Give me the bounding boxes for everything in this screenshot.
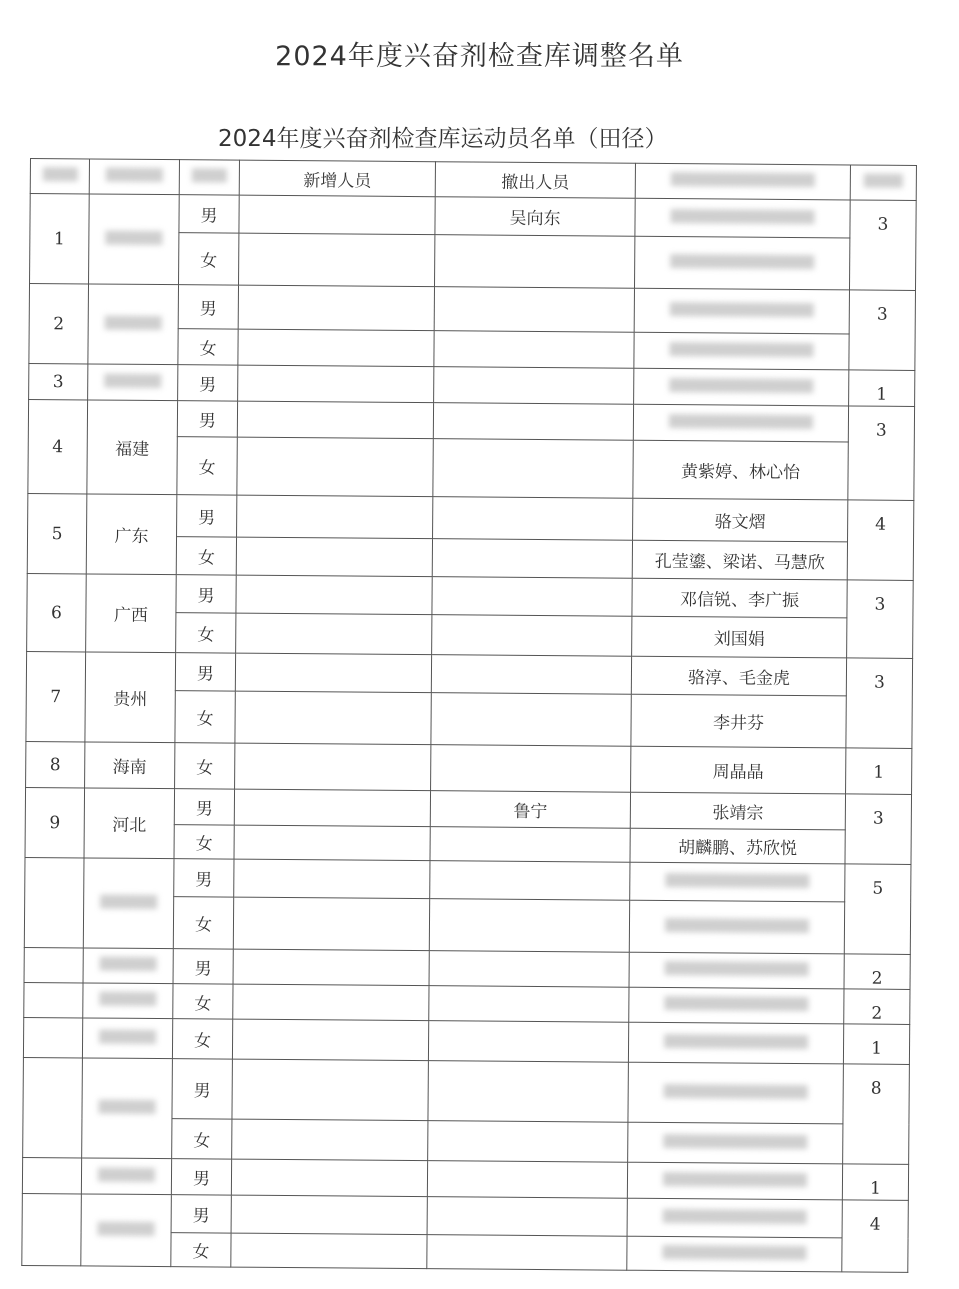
row-number-cell xyxy=(23,1017,82,1057)
redacted-block xyxy=(665,873,809,888)
added-cell xyxy=(239,195,435,235)
gender-cell: 男 xyxy=(178,365,238,401)
added-cell xyxy=(231,1159,427,1197)
added-cell xyxy=(232,1059,428,1121)
athletes-cell xyxy=(629,952,844,989)
row-number-cell: 2 xyxy=(29,284,89,364)
redacted-block xyxy=(98,1167,155,1181)
added-cell xyxy=(238,329,434,367)
table-row xyxy=(23,1017,909,1064)
gender-cell: 男 xyxy=(177,401,237,437)
header-no-redacted xyxy=(30,159,89,194)
athletes-cell xyxy=(634,368,849,406)
athlete-count-cell: 1 xyxy=(849,370,915,407)
added-cell xyxy=(233,984,429,1021)
removed-cell xyxy=(431,693,631,747)
added-cell xyxy=(236,537,432,577)
redacted-block xyxy=(663,1134,807,1149)
added-cell xyxy=(237,437,433,497)
athletes-cell: 黄紫婷、林心怡 xyxy=(633,440,848,500)
region-cell xyxy=(81,1158,171,1195)
added-cell xyxy=(236,613,432,655)
region-cell xyxy=(88,284,179,365)
athlete-count-cell: 3 xyxy=(849,200,916,291)
redacted-block xyxy=(670,254,814,269)
athletes-cell: 胡麟鹏、苏欣悦 xyxy=(630,828,845,864)
removed-cell xyxy=(427,1235,627,1271)
gender-cell: 男 xyxy=(177,495,237,537)
table-row xyxy=(28,493,914,542)
athlete-count-cell: 1 xyxy=(842,1164,908,1201)
removed-cell xyxy=(434,287,634,333)
row-number-cell xyxy=(22,1193,82,1265)
gender-cell: 男 xyxy=(175,653,235,691)
redacted-block xyxy=(665,961,809,976)
table-row xyxy=(27,573,913,618)
region-cell xyxy=(82,1018,172,1059)
removed-cell: 鲁宁 xyxy=(430,791,630,829)
redacted-block xyxy=(669,378,813,393)
table-row xyxy=(25,857,911,902)
redacted-block xyxy=(105,230,162,244)
athlete-count-cell: 1 xyxy=(846,748,912,795)
row-number-cell xyxy=(22,1157,81,1193)
athlete-count-cell: 3 xyxy=(847,580,914,659)
athletes-cell: 骆淳、毛金虎 xyxy=(631,656,846,696)
added-cell xyxy=(233,897,429,951)
document-subtitle: 2024年度兴奋剂检查库运动员名单（田径） xyxy=(218,126,668,152)
region-cell: 福建 xyxy=(87,400,178,495)
added-cell xyxy=(234,825,430,861)
row-number-cell: 8 xyxy=(26,741,85,787)
athletes-cell: 李井芬 xyxy=(631,694,846,748)
header-count-redacted xyxy=(850,165,916,201)
redacted-block xyxy=(663,1209,807,1224)
athletes-cell xyxy=(633,404,848,442)
athletes-cell xyxy=(627,1162,842,1200)
row-number-cell: 6 xyxy=(27,573,87,651)
gender-cell: 女 xyxy=(175,743,235,789)
removed-cell xyxy=(431,655,631,695)
document-title: 2024年度兴奋剂检查库调整名单 xyxy=(275,41,684,72)
removed-cell xyxy=(433,403,633,441)
gender-cell: 女 xyxy=(172,1019,232,1059)
athletes-cell: 骆文熠 xyxy=(633,498,848,542)
added-cell xyxy=(238,365,434,403)
row-number-cell: 3 xyxy=(29,363,88,399)
added-cell xyxy=(237,401,433,439)
athlete-count-cell: 3 xyxy=(848,406,915,501)
removed-cell xyxy=(428,1061,628,1123)
removed-cell xyxy=(427,1161,627,1199)
added-cell xyxy=(235,653,431,693)
redacted-block xyxy=(662,1245,806,1260)
row-number-cell: 5 xyxy=(27,493,87,573)
gender-cell: 男 xyxy=(172,1059,232,1119)
table-body xyxy=(22,194,916,1273)
redacted-block xyxy=(663,1172,807,1187)
athletes-cell xyxy=(628,1062,843,1124)
redacted-block xyxy=(104,373,161,387)
athlete-roster-table xyxy=(21,158,917,1273)
athletes-cell xyxy=(629,900,844,954)
region-cell xyxy=(88,364,178,401)
gender-cell: 女 xyxy=(172,1119,232,1159)
header-athletes-redacted xyxy=(635,163,850,200)
redacted-block xyxy=(100,957,157,971)
region-cell xyxy=(89,194,180,285)
row-number-cell: 4 xyxy=(28,399,88,493)
removed-cell xyxy=(435,235,635,289)
header-added: 新增人员 xyxy=(239,160,435,197)
removed-cell xyxy=(429,899,629,953)
header-gender-redacted xyxy=(179,160,239,195)
added-cell xyxy=(238,285,434,331)
athlete-count-cell: 8 xyxy=(843,1064,910,1165)
redacted-block xyxy=(98,1221,155,1235)
header-removed: 撤出人员 xyxy=(435,162,635,199)
removed-cell xyxy=(432,539,632,579)
removed-cell xyxy=(430,827,630,863)
athlete-count-cell: 2 xyxy=(844,954,910,990)
table-row xyxy=(28,399,914,442)
region-cell xyxy=(83,858,174,949)
region-cell xyxy=(82,1058,173,1159)
removed-cell xyxy=(427,1197,627,1237)
gender-cell: 男 xyxy=(171,1159,231,1195)
region-cell: 贵州 xyxy=(85,652,176,743)
gender-cell: 女 xyxy=(179,233,239,285)
athlete-count-cell: 4 xyxy=(842,1200,909,1273)
added-cell xyxy=(235,691,431,745)
removed-cell xyxy=(434,367,634,405)
athletes-cell xyxy=(629,987,844,1024)
added-cell xyxy=(231,1233,427,1269)
gender-cell: 男 xyxy=(174,789,234,825)
athletes-cell: 邓信锐、李广振 xyxy=(632,578,847,618)
redacted-block xyxy=(664,996,808,1011)
table-row xyxy=(25,787,911,830)
added-cell xyxy=(235,743,431,791)
removed-cell xyxy=(434,331,634,369)
redacted-block xyxy=(669,414,813,429)
athletes-cell xyxy=(635,198,850,238)
added-cell xyxy=(232,1019,428,1061)
removed-cell xyxy=(433,497,633,541)
redacted-block xyxy=(664,1034,808,1049)
athlete-count-cell: 3 xyxy=(845,794,912,865)
redacted-block xyxy=(105,315,162,329)
region-cell xyxy=(83,983,173,1019)
region-cell: 广东 xyxy=(86,494,177,575)
added-cell xyxy=(239,233,435,287)
removed-cell xyxy=(431,745,631,793)
redacted-block xyxy=(669,342,813,357)
removed-cell xyxy=(432,615,632,657)
athletes-cell xyxy=(628,1022,843,1064)
row-number-cell: 7 xyxy=(26,651,86,741)
table-row xyxy=(29,284,915,335)
athletes-cell: 孔莹鎏、梁诺、马慧欣 xyxy=(632,540,847,580)
athletes-cell xyxy=(630,862,845,902)
removed-cell xyxy=(428,1121,628,1163)
gender-cell: 女 xyxy=(173,984,233,1019)
athletes-cell xyxy=(627,1198,842,1238)
athlete-count-cell: 1 xyxy=(843,1024,909,1065)
gender-cell: 女 xyxy=(174,825,234,859)
redacted-block xyxy=(99,1099,156,1113)
gender-cell: 女 xyxy=(176,613,236,653)
region-cell: 广西 xyxy=(86,574,177,653)
removed-cell xyxy=(433,439,633,499)
gender-cell: 女 xyxy=(176,537,236,575)
region-cell xyxy=(81,1194,172,1267)
athlete-count-cell: 2 xyxy=(844,989,910,1025)
athlete-count-cell: 3 xyxy=(846,658,913,749)
row-number-cell xyxy=(24,947,83,982)
athlete-count-cell: 4 xyxy=(847,500,914,581)
athletes-cell xyxy=(634,288,849,334)
row-number-cell: 9 xyxy=(25,787,85,857)
redacted-block xyxy=(670,209,814,224)
added-cell xyxy=(234,859,430,899)
gender-cell: 女 xyxy=(173,897,233,949)
redacted-block xyxy=(99,1029,156,1043)
athletes-cell xyxy=(634,236,849,290)
gender-cell: 女 xyxy=(171,1233,231,1267)
redacted-block xyxy=(670,302,814,317)
gender-cell: 女 xyxy=(175,691,235,743)
removed-cell xyxy=(429,986,629,1023)
added-cell xyxy=(233,949,429,986)
added-cell xyxy=(237,495,433,539)
table-row xyxy=(23,1057,909,1124)
table-row xyxy=(30,194,916,239)
gender-cell: 男 xyxy=(176,575,236,613)
gender-cell: 女 xyxy=(177,437,237,495)
removed-cell xyxy=(430,861,630,901)
added-cell xyxy=(236,575,432,615)
region-cell: 河北 xyxy=(84,788,175,859)
row-number-cell xyxy=(24,982,83,1017)
table-row xyxy=(22,1193,908,1238)
added-cell xyxy=(234,789,430,827)
redacted-block xyxy=(100,992,157,1006)
table-row xyxy=(26,741,912,794)
athletes-cell: 张靖宗 xyxy=(630,792,845,830)
athletes-cell xyxy=(634,332,849,370)
row-number-cell xyxy=(24,857,84,947)
athlete-count-cell: 3 xyxy=(849,290,916,371)
gender-cell: 男 xyxy=(171,1195,231,1233)
region-cell xyxy=(83,948,173,984)
removed-cell xyxy=(429,951,629,988)
added-cell xyxy=(232,1119,428,1161)
gender-cell: 男 xyxy=(174,859,234,897)
athletes-cell xyxy=(628,1122,843,1164)
removed-cell: 吴向东 xyxy=(435,197,635,237)
header-region-redacted xyxy=(89,159,179,195)
gender-cell: 男 xyxy=(178,285,238,329)
gender-cell: 男 xyxy=(179,195,239,233)
gender-cell: 男 xyxy=(173,949,233,984)
gender-cell: 女 xyxy=(178,329,238,365)
athletes-cell: 刘国娟 xyxy=(632,616,847,658)
redacted-block xyxy=(665,918,809,933)
redacted-block xyxy=(100,894,157,908)
table-row xyxy=(26,651,912,696)
removed-cell xyxy=(432,577,632,617)
removed-cell xyxy=(428,1021,628,1063)
row-number-cell: 1 xyxy=(30,194,90,284)
added-cell xyxy=(231,1195,427,1235)
athletes-cell: 周晶晶 xyxy=(631,746,846,794)
row-number-cell xyxy=(23,1057,83,1157)
athlete-count-cell: 5 xyxy=(844,864,911,955)
athletes-cell xyxy=(627,1236,842,1272)
redacted-block xyxy=(664,1084,808,1099)
region-cell: 海南 xyxy=(85,742,175,789)
